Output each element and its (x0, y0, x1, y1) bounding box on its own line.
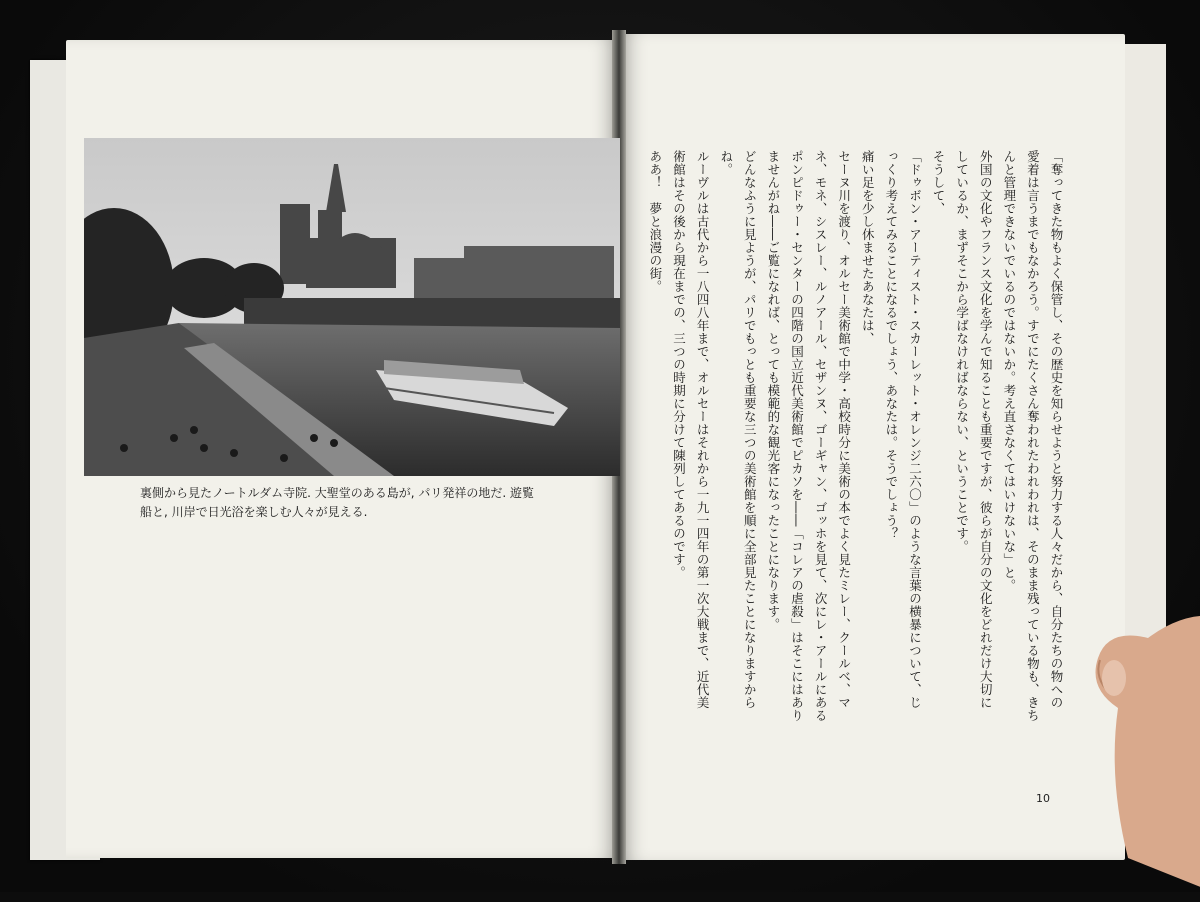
text-column: 愛着は言うまでもなかろう。すでにたくさん奪われたわれわれは、そのまま残っている物も、きち (1025, 150, 1041, 722)
text-column: セーヌ川を渡り、オルセー美術館で中学・高校時分に美術の本でよく見たミレー、クールベ、マ (836, 150, 852, 709)
text-column: そうして、 (931, 150, 947, 215)
caption-line: 船と, 川岸で日光浴を楽しむ人々が見える. (140, 505, 368, 519)
text-column: 痛い足を少し休ませたあなたは、 (860, 150, 876, 345)
text-column: ポンピドゥー・センターの四階の国立近代美術館でピカソを――「コレアの虐殺」はそこにはあり (789, 150, 805, 722)
text-column: ね。 (718, 150, 734, 176)
text-column: 「奪ってきた物もよく保管し、その歴史を知らせようと努力する人々だから、自分たちの物への (1049, 150, 1064, 709)
text-column: ませんがね――ご覧になれば、とっても模範的な観光客になったことになります。 (765, 150, 781, 631)
hand-thumb (1088, 598, 1200, 898)
caption-line: 裏側から見たノートルダム寺院. 大聖堂のある島が, パリ発祥の地だ. 遊覧 (140, 486, 535, 500)
text-column: っくり考えてみることになるでしょう、あなたは。そうでしょう？ (883, 150, 899, 540)
text-column: 「ドゥボン・アーティスト・スカーレット・オレンジ二六〇」のような言葉の横暴について、じ (907, 150, 923, 709)
vertical-body-text (648, 150, 1068, 790)
text-column: しているか、まずそこから学ばなければならない、ということです。 (954, 150, 970, 553)
text-column: 術館はその後から現在までの、三つの時期に分けて陳列してあるのです。 (671, 150, 687, 579)
text-column: 外国の文化やフランス文化を学んで知ることも重要ですが、彼らが自分の文化をどれだけ大切に (978, 150, 994, 709)
text-column: どんなふうに見ようが、パリでもっとも重要な三つの美術館を順に全部見たことになりますから (742, 150, 758, 709)
page-number: 10 (1036, 792, 1050, 805)
text-column: ああ！ 夢と浪漫の街。 (647, 150, 663, 293)
text-column: ネ、モネ、シスレー、ルノアール、セザンヌ、ゴーギャン、ゴッホを見て、次にレ・アールにある (813, 150, 829, 722)
notre-dame-photo (84, 138, 620, 476)
text-column: んと管理できないでいるのではないか。考え直さなくてはいけないな」と。 (1001, 150, 1017, 592)
text-column: ルーヴルは古代から一八四八年まで、オルセーはそれから一九一四年の第一次大戦まで、近代美 (695, 150, 711, 709)
photo-caption (140, 484, 560, 522)
